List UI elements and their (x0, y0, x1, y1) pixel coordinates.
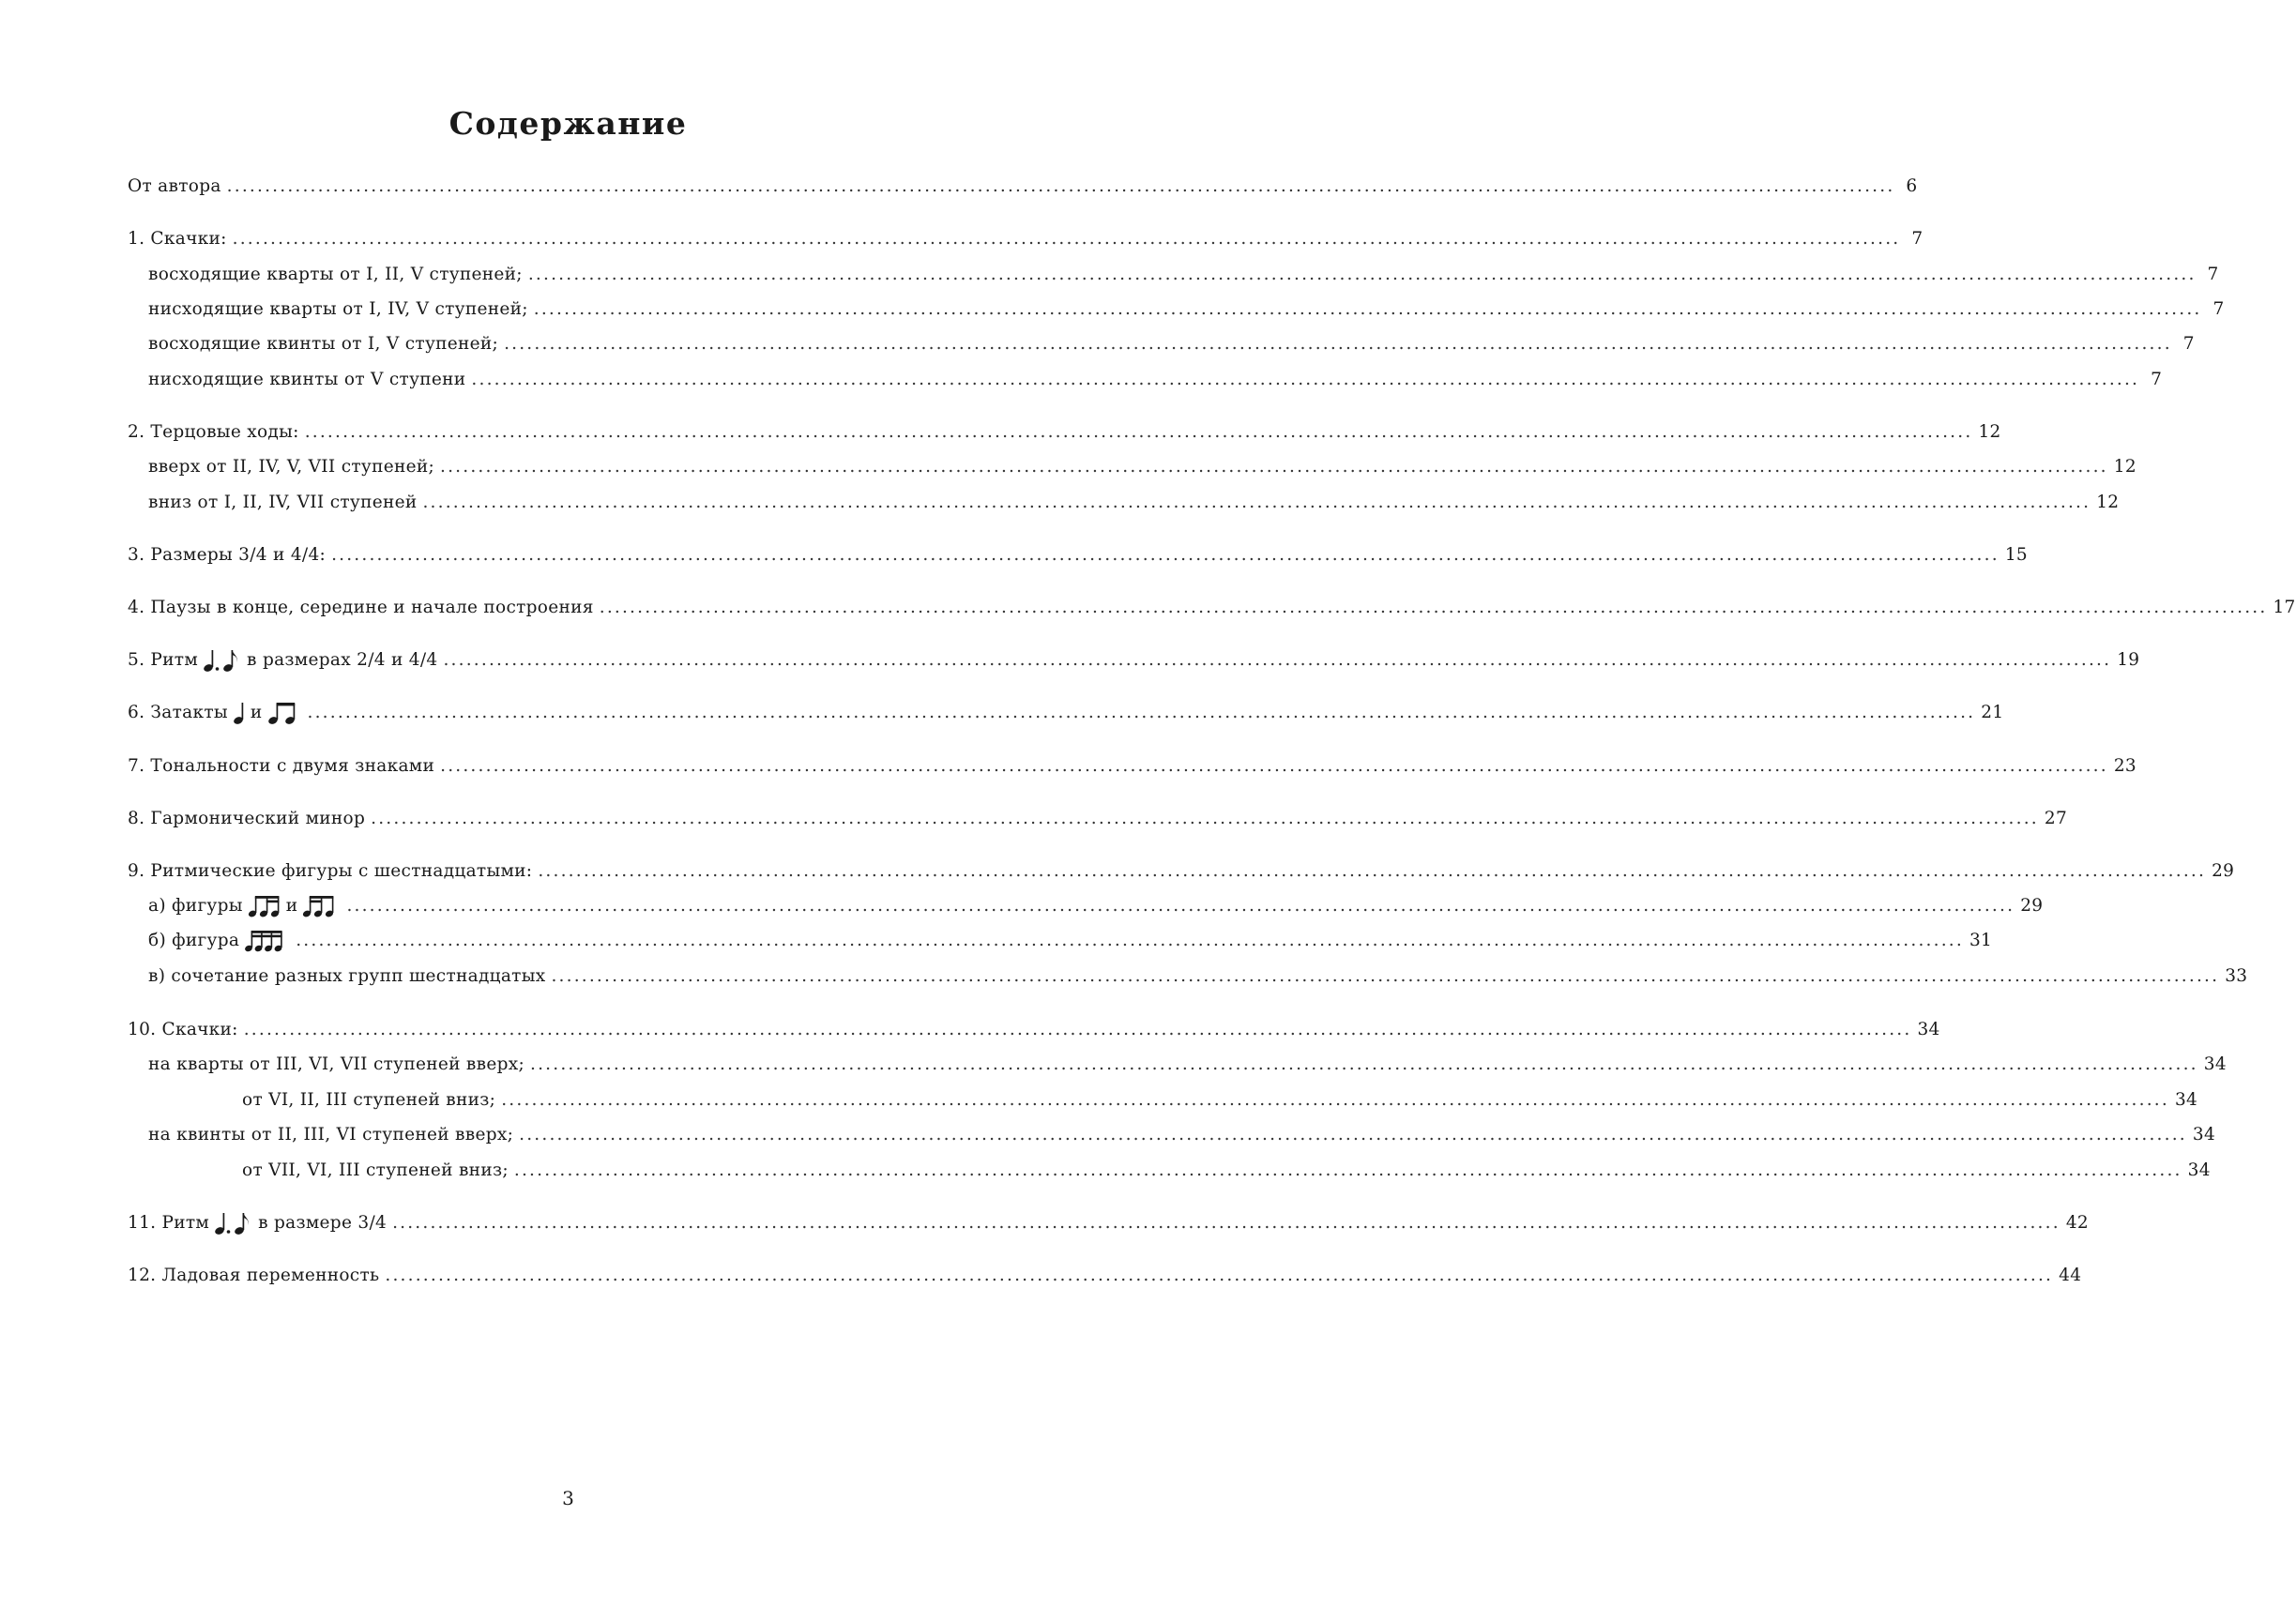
two-sixteenths-eighth-icon (302, 894, 336, 918)
toc-entry-label: нисходящие кварты от I, IV, V ступеней; (148, 299, 528, 319)
dot-leader: ............................................................................................................................................................................................................................ (232, 229, 1901, 249)
toc-entry-label: От автора (128, 176, 221, 196)
toc-entry-page: 23 (2113, 756, 2136, 776)
toc-entry-label-mid: и (250, 703, 263, 722)
dot-leader: ............................................................................................................................................................................................................................ (226, 176, 1895, 196)
toc-entry-label (128, 701, 302, 725)
toc-entry-page: 42 (2065, 1213, 2089, 1233)
toc-subentry[interactable] (148, 263, 2219, 287)
toc-entry-label-end: в размерах 2/4 и 4/4 (247, 650, 438, 670)
toc-subentry[interactable] (148, 332, 2195, 356)
toc-entry-label: 9. Ритмические фигуры с шестнадцатыми: (128, 861, 533, 881)
toc-entry-page: 12 (1978, 422, 2001, 442)
toc-entry-label-start: 11. Ритм (128, 1213, 210, 1233)
toc-entry-label (148, 929, 290, 953)
toc-entry-page: 27 (2044, 809, 2068, 828)
dot-leader: ............................................................................................................................................................................................................................ (422, 493, 2091, 512)
toc-entry-3[interactable] (128, 543, 2028, 568)
toc-entry-4[interactable] (128, 596, 2296, 620)
toc-subentry[interactable] (242, 1159, 2211, 1183)
dotted-quarter-eighth-rhythm-icon (214, 1211, 253, 1236)
page-number: 3 (562, 1487, 574, 1509)
dot-leader: ............................................................................................................................................................................................................................ (307, 703, 1976, 722)
beamed-eighths-icon (267, 701, 297, 725)
toc-entry-page: 33 (2225, 966, 2248, 986)
dot-leader: ............................................................................................................................................................................................................................ (440, 756, 2108, 776)
toc-entry-page: 12 (2096, 493, 2120, 512)
toc-entry-label: вверх от II, IV, V, VII ступеней; (148, 457, 435, 477)
toc-entry-label: нисходящие квинты от V ступени (148, 370, 466, 389)
toc-entry-12[interactable] (128, 1264, 2082, 1288)
toc-entry-label: 1. Скачки: (128, 229, 227, 249)
toc-entry-label-start: 5. Ритм (128, 650, 199, 670)
dot-leader: ............................................................................................................................................................................................................................ (538, 861, 2207, 881)
dot-leader: ............................................................................................................................................................................................................................ (513, 1160, 2182, 1180)
dot-leader: ............................................................................................................................................................................................................................ (243, 1020, 1912, 1039)
toc-subentry[interactable] (148, 929, 1993, 953)
toc-entry-label-start: б) фигура (148, 931, 240, 950)
toc-entry-label: 7. Тональности с двумя знаками (128, 756, 435, 776)
toc-entry-label: на кварты от III, VI, VII ступеней вверх; (148, 1054, 525, 1074)
dot-leader: ............................................................................................................................................................................................................................ (527, 265, 2197, 284)
toc-entry-label: 8. Гармонический минор (128, 809, 366, 828)
toc-entry-page: 44 (2059, 1266, 2082, 1285)
dot-leader: ............................................................................................................................................................................................................................ (501, 1090, 2169, 1110)
toc-entry-page: 31 (1969, 931, 1993, 950)
toc-entry-page: 7 (2182, 334, 2195, 354)
toc-subentry[interactable] (148, 455, 2136, 479)
toc-entry-page: 34 (1917, 1020, 1940, 1039)
toc-subentry[interactable] (148, 368, 2163, 392)
toc-entry-label: 2. Терцовые ходы: (128, 422, 299, 442)
toc-entry-page: 34 (2192, 1125, 2216, 1145)
dot-leader: ............................................................................................................................................................................................................................ (331, 545, 1999, 565)
toc-entry-label (128, 1211, 387, 1236)
dot-leader: ............................................................................................................................................................................................................................ (519, 1125, 2187, 1145)
toc-entry-10[interactable] (128, 1018, 1940, 1042)
toc-entry-page: 15 (2004, 545, 2028, 565)
toc-entry-label: от VI, II, III ступеней вниз; (242, 1090, 496, 1110)
dot-leader: ............................................................................................................................................................................................................................ (385, 1266, 2054, 1285)
toc-subentry[interactable] (148, 894, 2044, 918)
toc-entry-page: 19 (2117, 650, 2140, 670)
toc-entry-2[interactable] (128, 420, 2001, 445)
toc-subentry[interactable] (148, 297, 2225, 322)
eighth-two-sixteenths-icon (248, 894, 281, 918)
dot-leader: ............................................................................................................................................................................................................................ (443, 650, 2112, 670)
toc-entry-label: восходящие кварты от I, II, V ступеней; (148, 265, 523, 284)
toc-entry-label: на квинты от II, III, VI ступеней вверх; (148, 1125, 514, 1145)
toc-entry-label (148, 894, 341, 918)
toc-entry-page: 7 (2212, 299, 2225, 319)
toc-entry-page: 21 (1981, 703, 2004, 722)
toc-entry-label: от VII, VI, III ступеней вниз; (242, 1160, 509, 1180)
four-sixteenths-icon (244, 929, 285, 953)
dot-leader: ............................................................................................................................................................................................................................ (304, 422, 1973, 442)
quarter-note-icon (233, 701, 246, 725)
toc-entry-5[interactable] (128, 648, 2140, 673)
toc-entry-label (128, 648, 437, 673)
toc-entry-page: 34 (2187, 1160, 2211, 1180)
toc-entry-label-end: в размере 3/4 (258, 1213, 388, 1233)
toc-entry-page: 6 (1906, 176, 1918, 196)
dot-leader: ............................................................................................................................................................................................................................ (530, 1054, 2198, 1074)
toc-entry-page: 34 (2203, 1054, 2227, 1074)
toc-entry-label-start: 6. Затакты (128, 703, 228, 722)
toc-entry-page: 7 (1911, 229, 1923, 249)
toc-entry-label: 12. Ладовая переменность (128, 1266, 380, 1285)
toc-subentry[interactable] (242, 1088, 2198, 1113)
toc-subentry[interactable] (148, 964, 2248, 989)
dot-leader: ............................................................................................................................................................................................................................ (371, 809, 2039, 828)
toc-entry-page: 17 (2273, 598, 2296, 617)
dotted-quarter-eighth-rhythm-icon (203, 648, 242, 673)
toc-entry-6[interactable] (128, 701, 2004, 725)
toc-entry-label: 3. Размеры 3/4 и 4/4: (128, 545, 327, 565)
page-title: Содержание (449, 105, 688, 142)
toc-entry-page: 29 (2020, 896, 2044, 916)
dot-leader: ............................................................................................................................................................................................................................ (440, 457, 2108, 477)
toc-entry-author[interactable] (128, 174, 1918, 199)
toc-entry-page: 12 (2113, 457, 2136, 477)
toc-entry-page: 29 (2212, 861, 2235, 881)
toc-entry-label-mid: и (285, 896, 298, 916)
dot-leader: ............................................................................................................................................................................................................................ (471, 370, 2140, 389)
toc-entry-label: в) сочетание разных групп шестнадцатых (148, 966, 546, 986)
toc-entry-9[interactable] (128, 859, 2235, 884)
toc-entry-label: восходящие квинты от I, V ступеней; (148, 334, 499, 354)
dot-leader: ............................................................................................................................................................................................................................ (346, 896, 2015, 916)
toc-entry-page: 34 (2174, 1090, 2198, 1110)
toc-entry-label: 10. Скачки: (128, 1020, 238, 1039)
dot-leader: ............................................................................................................................................................................................................................ (551, 966, 2220, 986)
dot-leader: ............................................................................................................................................................................................................................ (504, 334, 2172, 354)
dot-leader: ............................................................................................................................................................................................................................ (392, 1213, 2060, 1233)
dot-leader: ............................................................................................................................................................................................................................ (599, 598, 2268, 617)
toc-entry-label: вниз от I, II, IV, VII ступеней (148, 493, 418, 512)
toc-entry-8[interactable] (128, 807, 2068, 831)
toc-entry-7[interactable] (128, 754, 2136, 779)
dot-leader: ............................................................................................................................................................................................................................ (296, 931, 1964, 950)
toc-entry-label: 4. Паузы в конце, середине и начале построения (128, 598, 594, 617)
toc-entry-label-start: а) фигуры (148, 896, 243, 916)
toc-entry-page: 7 (2207, 265, 2219, 284)
toc-subentry[interactable] (148, 491, 2120, 515)
toc-entry-1[interactable] (128, 227, 1923, 251)
toc-subentry[interactable] (148, 1123, 2216, 1147)
toc-entry-11[interactable] (128, 1211, 2089, 1236)
toc-entry-page: 7 (2151, 370, 2163, 389)
toc-subentry[interactable] (148, 1053, 2227, 1077)
dot-leader: ............................................................................................................................................................................................................................ (533, 299, 2202, 319)
